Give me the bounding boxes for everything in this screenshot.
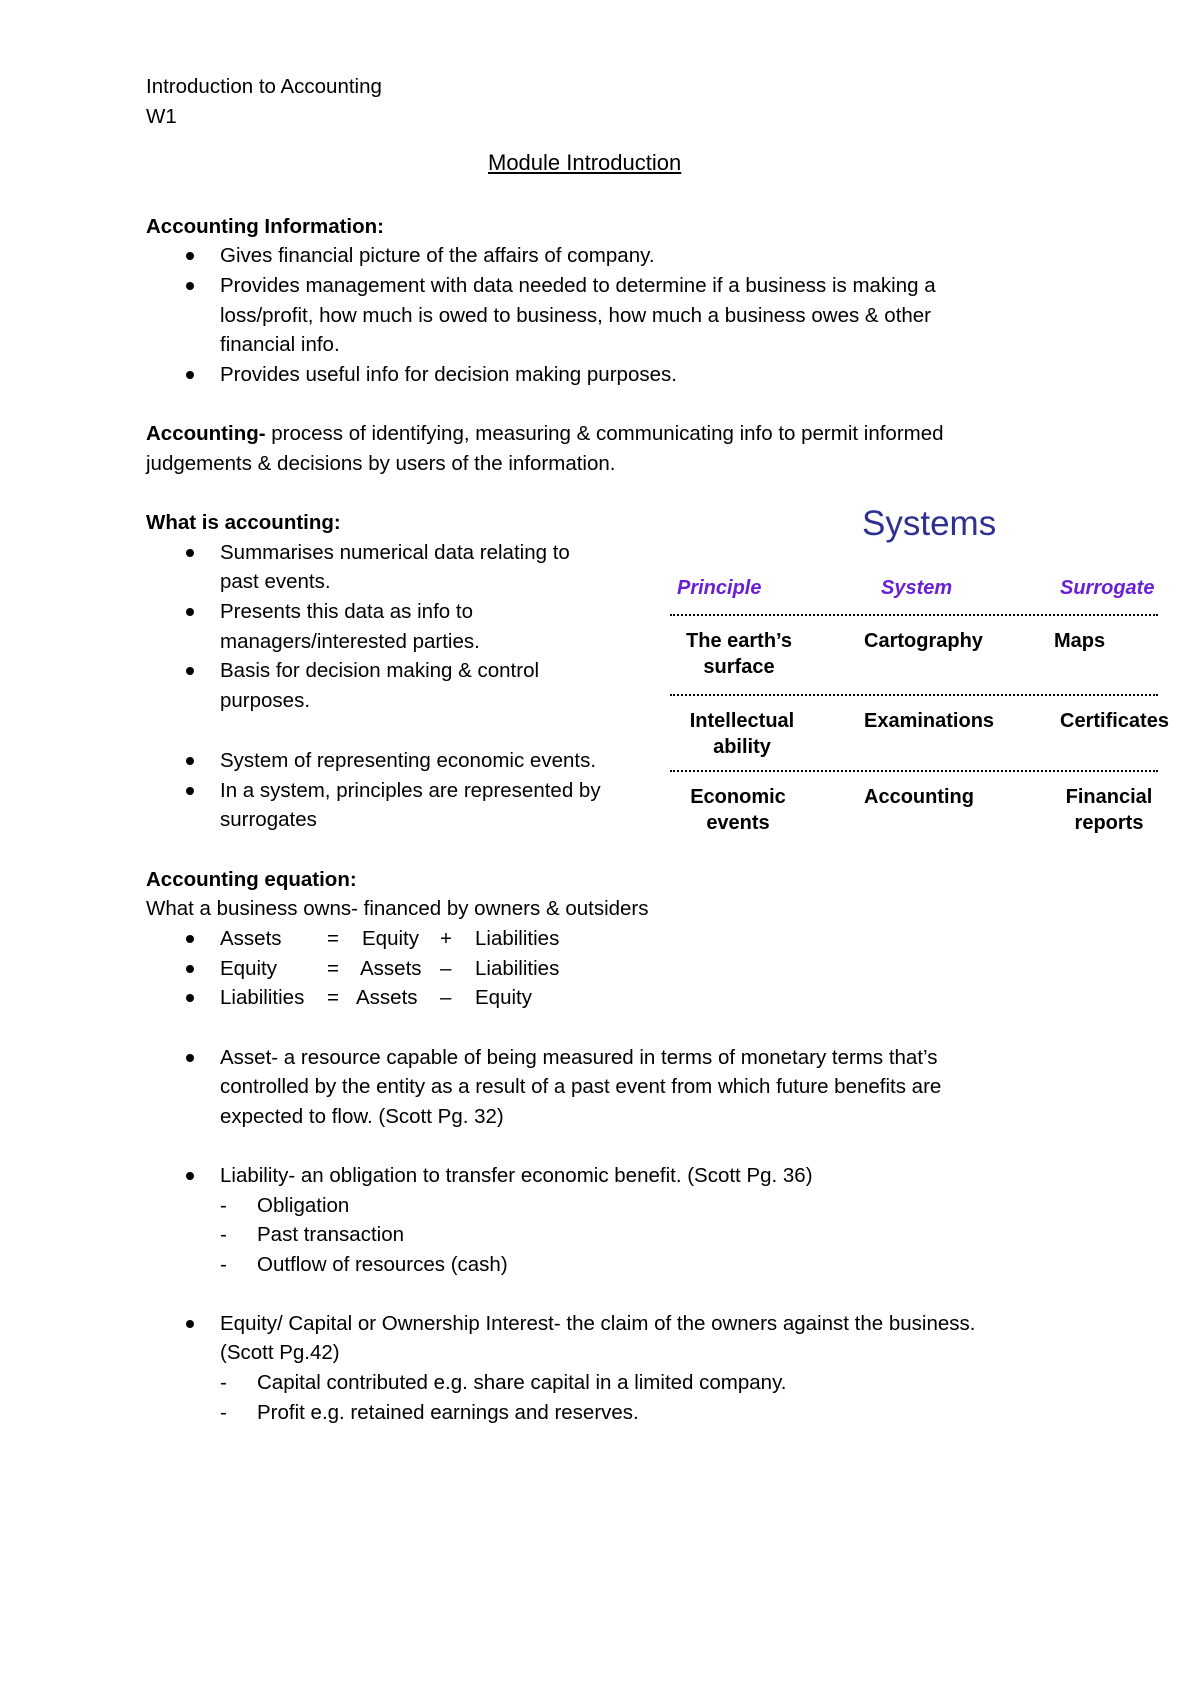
list-item-continuation: managers/interested parties. [220, 630, 480, 653]
equation-term: Equity [362, 927, 419, 950]
list-item-continuation: past events. [220, 570, 331, 593]
surrogate-cell [1060, 708, 1169, 734]
cell-line: Economic [690, 786, 786, 808]
equation-term: Equity [220, 957, 277, 980]
definition-text: process of identifying, measuring & communicating info to permit informed [265, 422, 944, 445]
accounting-definition-continuation: judgements & decisions by users of the information. [146, 452, 616, 475]
equation-operator: – [440, 986, 452, 1009]
bullet-icon [186, 549, 194, 557]
list-item: Provides management with data needed to determine if a business is making a [220, 274, 936, 297]
cell-line: surface [703, 656, 775, 678]
systems-title: Systems [862, 504, 997, 543]
equation-intro: What a business owns- financed by owners & outsiders [146, 897, 649, 920]
bullet-icon [186, 965, 194, 973]
sub-list-item: Past transaction [257, 1223, 404, 1246]
equation-operator: = [327, 927, 339, 950]
list-item: In a system, principles are represented by [220, 779, 601, 802]
column-header-system: System [881, 577, 953, 599]
bullet-icon [186, 1320, 194, 1328]
divider [670, 614, 1158, 616]
course-title: Introduction to Accounting [146, 75, 382, 98]
column-header-surrogate: Surrogate [1060, 577, 1155, 599]
dash-icon: - [220, 1253, 227, 1276]
liability-definition: Liability- an obligation to transfer economic benefit. (Scott Pg. 36) [220, 1164, 813, 1187]
sub-list-item: Capital contributed e.g. share capital in a limited company. [257, 1371, 787, 1394]
cell-line: Intellectual [689, 710, 795, 732]
bullet-icon [186, 252, 194, 260]
system-cell: Accounting [864, 786, 974, 808]
equation-term: Equity [475, 986, 532, 1009]
surrogate-cell [1054, 628, 1105, 654]
cell-line: The earth’s [686, 630, 792, 652]
surrogate-cell [1044, 784, 1174, 836]
equation-operator: = [327, 986, 339, 1009]
equation-term: Assets [356, 986, 418, 1009]
dash-icon: - [220, 1401, 227, 1424]
list-item: System of representing economic events. [220, 749, 597, 772]
equation-operator: – [440, 957, 452, 980]
equity-definition: Equity/ Capital or Ownership Interest- the claim of the owners against the business. [220, 1312, 976, 1335]
equity-definition-continuation: (Scott Pg.42) [220, 1341, 340, 1364]
principle-cell [668, 784, 808, 836]
equation-term: Liabilities [475, 927, 560, 950]
sub-list-item: Profit e.g. retained earnings and reserves. [257, 1401, 639, 1424]
dash-icon: - [220, 1371, 227, 1394]
list-item-continuation: purposes. [220, 689, 311, 712]
cell-line: Maps [1054, 630, 1106, 652]
bullet-icon [186, 935, 194, 943]
asset-definition: Asset- a resource capable of being measured in terms of monetary terms that’s [220, 1046, 938, 1069]
column-header-principle: Principle [677, 577, 762, 599]
bullet-icon [186, 667, 194, 675]
system-cell: Cartography [864, 630, 983, 652]
accounting-equation-heading: Accounting equation: [146, 868, 357, 891]
cell-line: Certificates [1060, 710, 1169, 732]
cell-line: events [706, 812, 770, 834]
list-item: Gives financial picture of the affairs of company. [220, 244, 655, 267]
bullet-icon [186, 1172, 194, 1180]
divider [670, 770, 1158, 772]
asset-definition-continuation: controlled by the entity as a result of a past event from which future benefits are [220, 1075, 942, 1098]
bullet-icon [186, 757, 194, 765]
cell-line: Financial [1065, 786, 1153, 808]
asset-definition-continuation: expected to flow. (Scott Pg. 32) [220, 1105, 504, 1128]
equation-operator: + [440, 927, 452, 950]
list-item-continuation: loss/profit, how much is owed to business, how much a business owes & other [220, 304, 932, 327]
equation-term: Liabilities [475, 957, 560, 980]
bullet-icon [186, 371, 194, 379]
bullet-icon [186, 1054, 194, 1062]
equation-term: Assets [360, 957, 422, 980]
list-item: Presents this data as info to [220, 600, 473, 623]
list-item-continuation: surrogates [220, 808, 317, 831]
what-is-accounting-heading: What is accounting: [146, 511, 341, 534]
list-item: Summarises numerical data relating to [220, 541, 570, 564]
cell-line: reports [1074, 812, 1144, 834]
principle-cell [668, 708, 816, 760]
accounting-information-heading: Accounting Information: [146, 215, 385, 238]
bullet-icon [186, 282, 194, 290]
dash-icon: - [220, 1223, 227, 1246]
bullet-icon [186, 994, 194, 1002]
bullet-icon [186, 787, 194, 795]
sub-list-item: Outflow of resources (cash) [257, 1253, 508, 1276]
accounting-definition [146, 419, 944, 449]
equation-operator: = [327, 957, 339, 980]
system-cell: Examinations [864, 710, 995, 732]
equation-term: Assets [220, 927, 282, 950]
sub-list-item: Obligation [257, 1194, 350, 1217]
list-item: Provides useful info for decision making purposes. [220, 363, 677, 386]
page-title: Module Introduction [488, 150, 682, 175]
cell-line: ability [713, 736, 771, 758]
bullet-icon [186, 608, 194, 616]
dash-icon: - [220, 1194, 227, 1217]
list-item: Basis for decision making & control [220, 659, 540, 682]
list-item-continuation: financial info. [220, 333, 340, 356]
definition-term: Accounting- [146, 422, 266, 445]
week-label: W1 [146, 105, 177, 128]
equation-term: Liabilities [220, 986, 305, 1009]
divider [670, 694, 1158, 696]
principle-cell [668, 628, 810, 680]
